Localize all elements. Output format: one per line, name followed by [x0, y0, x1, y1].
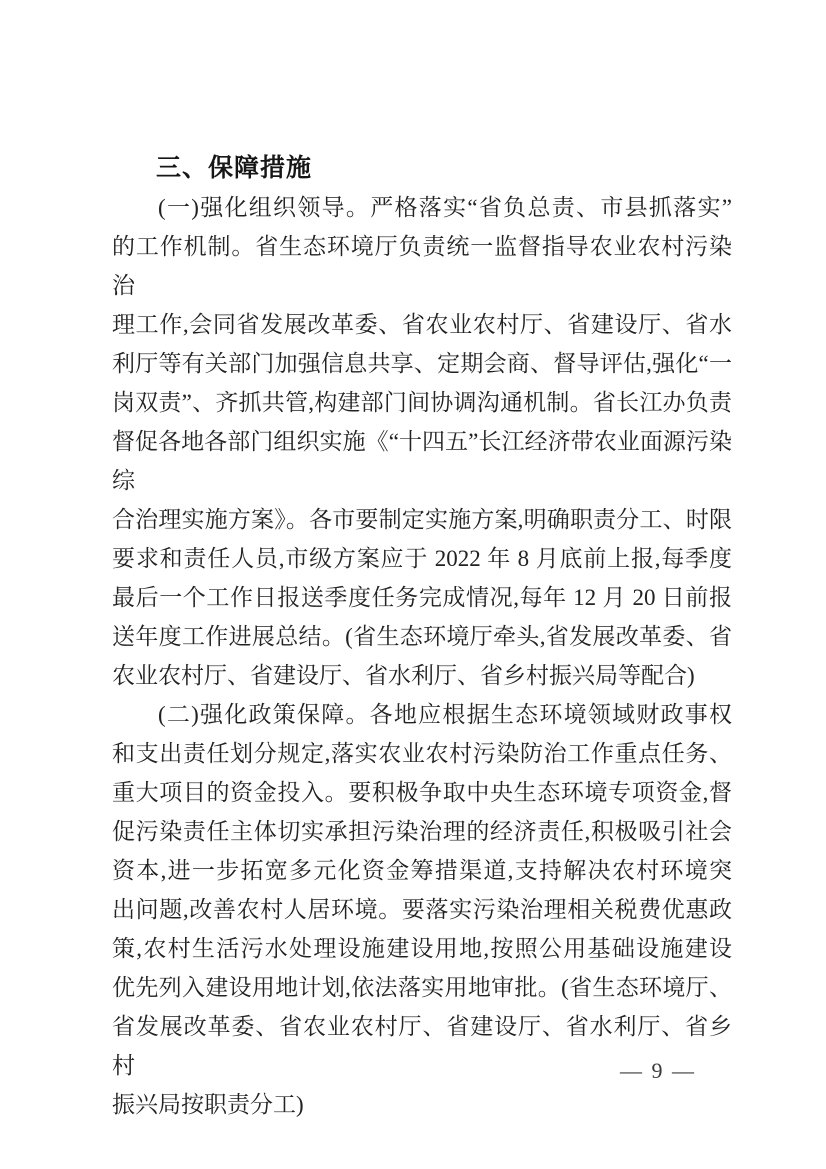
text-line: 利厅等有关部门加强信息共享、定期会商、督导评估,强化“一	[112, 351, 732, 376]
text-line: 送年度工作进展总结。(省生态环境厅牵头,省发展改革委、省	[112, 624, 732, 649]
text-line: 振兴局按职责分工)	[112, 1092, 304, 1117]
text-line: 最后一个工作日报送季度任务完成情况,每年 12 月 20 日前报	[112, 585, 732, 610]
text-line: 岗双责”、齐抓共管,构建部门间协调沟通机制。省长江办负责	[112, 390, 732, 415]
text-line: 的工作机制。省生态环境厅负责统一监督指导农业农村污染治	[112, 234, 732, 298]
text-line: (二)强化政策保障。各地应根据生态环境领域财政事权	[158, 702, 732, 727]
text-line: 资本,进一步拓宽多元化资金筹措渠道,支持解决农村环境突	[112, 858, 732, 883]
text-line: 策,农村生活污水处理设施建设用地,按照公用基础设施建设	[112, 936, 732, 961]
page-number: — 9 —	[620, 1058, 696, 1083]
text-line: 省发展改革委、省农业农村厅、省建设厅、省水利厅、省乡村	[112, 1014, 732, 1078]
text-line: 出问题,改善农村人居环境。要落实污染治理相关税费优惠政	[112, 897, 732, 922]
text-line: 农业农村厅、省建设厅、省水利厅、省乡村振兴局等配合)	[112, 663, 695, 688]
text-line: 优先列入建设用地计划,依法落实用地审批。(省生态环境厅、	[112, 975, 732, 1000]
text-line: 督促各地各部门组织实施《“十四五”长江经济带农业面源污染综	[112, 429, 732, 493]
text-line: (一)强化组织领导。严格落实“省负总责、市县抓落实”	[158, 195, 732, 220]
section-heading: 三、保障措施	[156, 154, 313, 182]
text-line: 促污染责任主体切实承担污染治理的经济责任,积极吸引社会	[112, 819, 732, 844]
text-line: 理工作,会同省发展改革委、省农业农村厅、省建设厅、省水	[112, 312, 732, 337]
text-line: 和支出责任划分规定,落实农业农村污染防治工作重点任务、	[112, 741, 732, 766]
paragraph-1	[112, 188, 732, 695]
text-line: 合治理实施方案》。各市要制定实施方案,明确职责分工、时限	[112, 507, 732, 532]
text-line: 重大项目的资金投入。要积极争取中央生态环境专项资金,督	[112, 780, 732, 805]
text-column	[112, 149, 732, 1124]
text-line: 要求和责任人员,市级方案应于 2022 年 8 月底前上报,每季度	[112, 546, 732, 571]
